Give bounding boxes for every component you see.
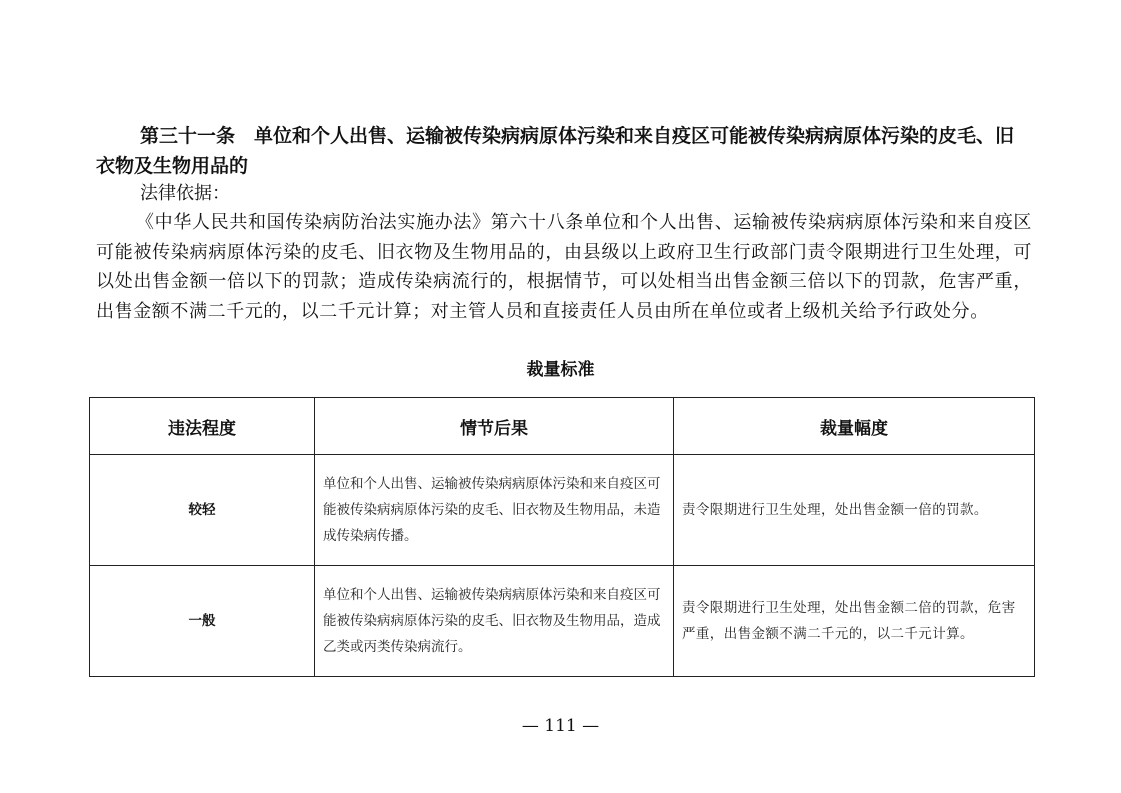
header-violation-degree: 违法程度 [90, 398, 315, 455]
row-range: 责令限期进行卫生处理，处出售金额一倍的罚款。 [674, 455, 1035, 566]
table-row [90, 455, 1035, 566]
page-number: — 111 — [521, 716, 600, 736]
article-title: 第三十一条 单位和个人出售、运输被传染病病原体污染和来自疫区可能被传染病病原体污染的皮毛、旧衣物及生物用品的 [96, 125, 1015, 177]
legal-basis-text: 《中华人民共和国传染病防治法实施办法》第六十八条单位和个人出售、运输被传染病病原体污染和来自疫区可能被传染病病原体污染的皮毛、旧衣物及生物用品的，由县级以上政府卫生行政部门责令限期进行卫生处理，可以处出售金额一倍以下的罚款；造成传染病流行的，根据情节，可以处相当出售金额三倍以下的罚款，危害严重，出售金额不满二千元的，以二千元计算；对主管人员和直接责任人员由所在单位或者上级机关给予行政处分。 [96, 212, 1032, 322]
table-row [90, 566, 1035, 677]
legal-basis-label: 法律依据： [140, 183, 230, 204]
row-level: 一般 [90, 566, 315, 677]
row-range: 责令限期进行卫生处理，处出售金额二倍的罚款，危害严重，出售金额不满二千元的，以二千元计算。 [674, 566, 1035, 677]
row-consequence: 单位和个人出售、运输被传染病病原体污染和来自疫区可能被传染病病原体污染的皮毛、旧衣物及生物用品，造成乙类或丙类传染病流行。 [315, 566, 674, 677]
discretion-standard-table [89, 397, 1035, 677]
header-circumstances-consequences: 情节后果 [315, 398, 674, 455]
table-header-row [90, 398, 1035, 455]
row-level: 较轻 [90, 455, 315, 566]
header-discretion-range: 裁量幅度 [674, 398, 1035, 455]
table-caption: 裁量标准 [526, 360, 595, 380]
row-consequence: 单位和个人出售、运输被传染病病原体污染和来自疫区可能被传染病病原体污染的皮毛、旧衣物及生物用品，未造成传染病传播。 [315, 455, 674, 566]
